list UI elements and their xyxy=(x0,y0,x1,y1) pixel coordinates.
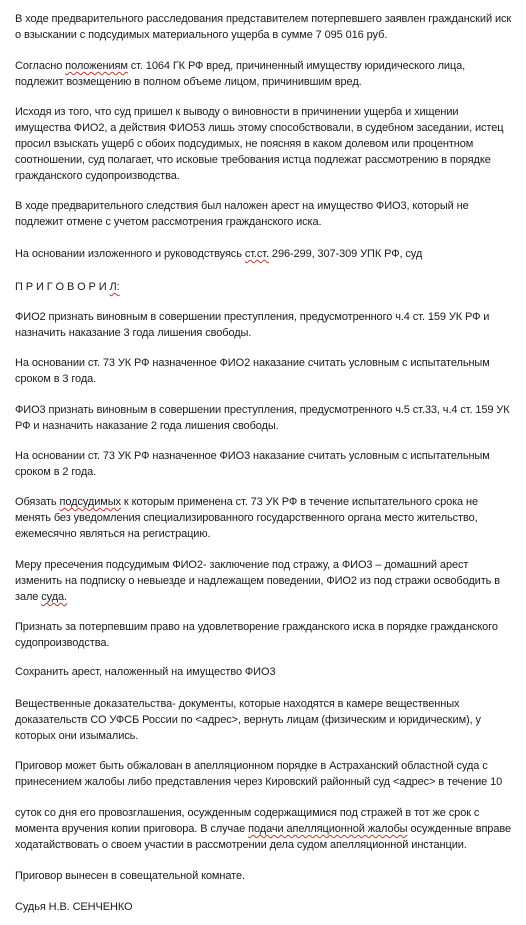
text-segment: ходатайствовать о своем участии в рассмотрении дела судом апелляционной инстанции. xyxy=(15,839,467,851)
text-line xyxy=(15,868,521,884)
text-line xyxy=(15,309,521,325)
spellcheck-flagged-word: суда. xyxy=(41,591,67,603)
text-line xyxy=(15,619,521,635)
text-line xyxy=(15,279,521,295)
text-segment: В ходе предварительного следствия был наложен арест на имущество ФИО3, который не xyxy=(15,200,469,212)
text-line xyxy=(15,758,521,774)
text-line xyxy=(15,168,521,184)
text-line xyxy=(15,325,521,341)
text-line xyxy=(15,728,521,744)
text-segment: ФИО2 признать виновным в совершении преступления, предусмотренного ч.4 ст. 159 УК РФ и xyxy=(15,311,490,323)
text-segment: которых они изымались. xyxy=(15,730,139,742)
text-segment: осужденные вправе xyxy=(407,823,511,835)
paragraph-court-reasoning xyxy=(15,104,521,184)
paragraph-sentenced-heading xyxy=(15,279,521,295)
text-line xyxy=(15,805,521,821)
paragraph-evidence xyxy=(15,696,521,744)
spellcheck-flagged-word: подачи апелляционной жалобы xyxy=(248,823,408,835)
paragraph-verdict-fio3 xyxy=(15,402,521,434)
text-segment: принесением жалобы либо представления через Кировский районный суд <адрес> в течение 10 xyxy=(15,776,503,788)
paragraph-civil-claim-right xyxy=(15,619,521,651)
text-segment: зале xyxy=(15,591,42,603)
text-segment: Вещественные доказательства- документы, которые находятся в камере вещественных xyxy=(15,698,460,710)
text-line xyxy=(15,74,521,90)
text-segment: Судья Н.В. СЕНЧЕНКО xyxy=(15,901,133,913)
paragraph-preventive-measure xyxy=(15,557,521,605)
text-segment: о взыскании с подсудимых материального ущерба в сумме 7 095 016 руб. xyxy=(15,29,388,41)
text-segment: доказательств СО УФСБ России по <адрес>, вернуть лицам (физическим и юридическим), у xyxy=(15,714,481,726)
text-line xyxy=(15,198,521,214)
text-segment: судопроизводства. xyxy=(15,637,110,649)
paragraph-probation-fio2 xyxy=(15,355,521,387)
text-segment: В ходе предварительного расследования представителем потерпевшего заявлен гражданский иск xyxy=(15,13,512,25)
text-line xyxy=(15,27,521,43)
text-line xyxy=(15,573,521,589)
spellcheck-flagged-word: Л: xyxy=(109,281,120,293)
text-segment: соотношении, суд полагает, что исковые требования истца подлежат рассмотрению в порядке xyxy=(15,154,491,166)
text-segment: менять без уведомления специализированного государственного органа место жительство, xyxy=(15,512,478,524)
text-line xyxy=(15,152,521,168)
text-segment: На основании ст. 73 УК РФ назначенное ФИО3 наказание считать условным с испытательным xyxy=(15,450,490,462)
paragraph-civil-claim xyxy=(15,11,521,43)
paragraph-keep-arrest xyxy=(15,664,521,680)
spellcheck-flagged-word: положениям xyxy=(65,60,128,72)
spellcheck-flagged-word: подсудимых xyxy=(59,496,121,508)
text-segment: Обязать xyxy=(15,496,60,508)
text-segment: суток со дня его провозглашения, осужденным содержащимися под стражей в тот же срок с xyxy=(15,807,480,819)
text-line xyxy=(15,557,521,573)
text-segment: Меру пресечения подсудимым ФИО2- заключение под стражу, а ФИО3 – домашний арест xyxy=(15,559,469,571)
text-line xyxy=(15,355,521,371)
paragraph-appeal xyxy=(15,758,521,790)
text-segment: к которым применена ст. 73 УК РФ в течение испытательного срока не xyxy=(120,496,479,508)
text-line xyxy=(15,448,521,464)
text-line xyxy=(15,246,521,262)
text-line xyxy=(15,821,521,837)
text-segment: назначить наказание 3 года лишения свободы. xyxy=(15,327,252,339)
text-line xyxy=(15,712,521,728)
text-line xyxy=(15,635,521,651)
text-line xyxy=(15,58,521,74)
text-line xyxy=(15,510,521,526)
text-line xyxy=(15,120,521,136)
spellcheck-flagged-word: ст.ст. xyxy=(244,248,269,260)
text-line xyxy=(15,589,521,605)
paragraph-property-arrest xyxy=(15,198,521,230)
text-segment: Исходя из того, что суд пришел к выводу о виновности в причинении ущерба и хищении xyxy=(15,106,459,118)
judge-signature-line xyxy=(15,899,521,915)
text-line xyxy=(15,214,521,230)
text-segment: подлежит отмене с учетом рассмотрения гражданского иска. xyxy=(15,216,322,228)
text-line xyxy=(15,136,521,152)
paragraph-verdict-fio2 xyxy=(15,309,521,341)
text-line xyxy=(15,837,521,853)
text-segment: На основании ст. 73 УК РФ назначенное ФИО2 наказание считать условным с испытательным xyxy=(15,357,490,369)
text-segment: ежемесячно являться на регистрацию. xyxy=(15,528,211,540)
text-line xyxy=(15,696,521,712)
text-line xyxy=(15,494,521,510)
text-segment: РФ и назначить наказание 2 года лишения свободы. xyxy=(15,420,279,432)
text-segment: просил взыскать ущерб с обоих подсудимых, не поясняя в каком долевом или процентном xyxy=(15,138,474,150)
text-segment: момента вручения копии приговора. В случае xyxy=(15,823,249,835)
text-line xyxy=(15,371,521,387)
text-segment: ст. 1064 ГК РФ вред, причиненный имуществу юридического лица, xyxy=(127,60,466,72)
text-segment: Приговор вынесен в совещательной комнате. xyxy=(15,870,245,882)
text-line xyxy=(15,402,521,418)
paragraph-appeal-continued xyxy=(15,805,521,853)
paragraph-probation-fio3 xyxy=(15,448,521,480)
paragraph-legal-basis xyxy=(15,58,521,90)
text-line xyxy=(15,11,521,27)
text-segment: Сохранить арест, наложенный на имущество ФИО3 xyxy=(15,666,276,678)
text-segment: ФИО3 признать виновным в совершении преступления, предусмотренного ч.5 ст.33, ч.4 ст. 159 УК xyxy=(15,404,510,416)
text-line xyxy=(15,774,521,790)
text-line xyxy=(15,104,521,120)
text-segment: имущества ФИО2, а действия ФИО53 лишь этому способствовали, в судебном заседании, истец xyxy=(15,122,504,134)
text-segment: гражданского судопроизводства. xyxy=(15,170,180,182)
text-line xyxy=(15,899,521,915)
text-segment: Признать за потерпевшим право на удовлетворение гражданского иска в порядке гражданского xyxy=(15,621,498,633)
paragraph-guided-by xyxy=(15,246,521,262)
text-segment: П Р И Г О В О Р И xyxy=(15,281,110,293)
text-segment: Приговор может быть обжалован в апелляционном порядке в Астраханский областной суда с xyxy=(15,760,488,772)
text-segment: 296-299, 307-309 УПК РФ, суд xyxy=(268,248,423,260)
paragraph-obligations xyxy=(15,494,521,542)
text-segment: сроком в 3 года. xyxy=(15,373,97,385)
text-segment: изменить на подписку о невыезде и надлежащем поведении, ФИО2 из под стражи освободить в xyxy=(15,575,500,587)
text-line xyxy=(15,418,521,434)
paragraph-deliberation-room xyxy=(15,868,521,884)
text-segment: Согласно xyxy=(15,60,66,72)
text-segment: На основании изложенного и руководствуясь xyxy=(15,248,245,260)
text-segment: сроком в 2 года. xyxy=(15,466,97,478)
text-line xyxy=(15,464,521,480)
text-line xyxy=(15,664,521,680)
text-segment: подлежит возмещению в полном объеме лицом, причинившим вред. xyxy=(15,76,362,88)
text-line xyxy=(15,526,521,542)
